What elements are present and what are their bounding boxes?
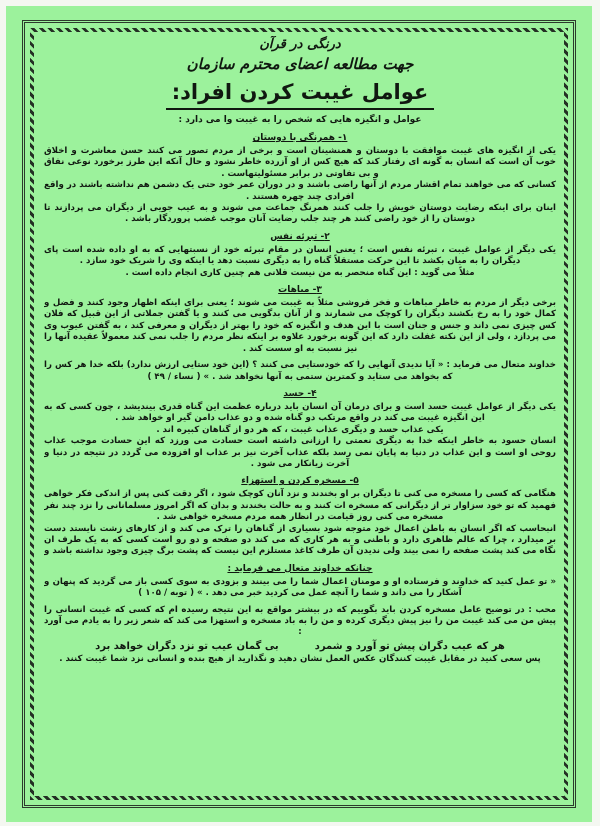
section-6 [44,563,556,665]
paragraph: برخی دیگر از مردم به خاطر مباهات و فخر فروشی مثلاً به غیبت می شوند ؛ یعنی برای اینکه اظهار وجود کنند و فضل و کمال خود را به رخ بکشند دیگران را کوچک می شمارند و از آنان بدگویی می کنند و یا گفتن جملاتی از این قبیل که فلان کس چیزی نمی داند و جنس و جنان است با این هدف و انگیزه که خود را بهتر از دیگران و معرفی کند ، به گفتن عیوب وی می پردازد ، ولی از این نکته غفلت دارد که این گونه برخورد علاوه بر اینکه نظر مردم را جلب نمی کند معمولاً عقیده آنها را نیز نسبت به او سست کند . [44,298,556,354]
intro-text: عوامل و انگیزه هایی که شخص را به غیبت وا می دارد : [178,115,422,125]
section-4 [44,388,556,470]
poem-hemistich-1: هر که عیب دگران پیش تو آورد و شمرد [314,640,505,652]
paragraph: یکی از انگیزه های غیبت موافقت با دوستان و همنشینان است و برخی از مردم تصور می کنند حسن معاشرت و اخلاق خوب آن است که انسان به گونه ای رفتار کند که هیچ کس از او آزرده خاطر نشود و حال آنکه این طرز برخورد نوعی نفاق و بی تفاوتی در برابر مسئولیتهاست . [44,146,556,179]
paper-sheet [6,6,592,822]
page-title: عوامل غیبت کردن افراد: [166,78,434,110]
paragraph: محب : در توضیح عامل مسخره کردن باید بگوییم که در بیشتر مواقع به این نتیجه رسیده ام که کسی که غیبت انسانی را پیش من می کند غیبت من را نیز پیش دیگری کرده و من را به باد مسخره و استهزا می کند که شعر زیر را به یادم می آورد : [44,604,556,638]
paragraph: یکی دیگر از عوامل غیبت ، تبرئه نفس است ؛ یعنی انسان در مقام تبرئه خود از نسبتهایی که به او داده شده است پای دیگران را به میان بکشد تا این حرکت مستقلاً گناه را به دیگری نسبت دهد یا اینکه وی را شریک خود سازد . [44,244,556,267]
document-body [44,36,556,806]
section-title: ۴- حسد [283,388,317,399]
section-3 [44,284,556,383]
poem-verse [44,640,556,653]
quran-quote: « تو عمل کنید که خداوند و فرستاده او و مومنان اعمال شما را می بینند و بزودی به سوی کسی باز می گردید که پنهان و آشکار را می داند و شما را آنچه عمل می کردید خبر می دهد . » ( توبه / ۱۰۵ ) [44,576,556,599]
section-2 [44,231,556,279]
poem-hemistich-2: بی گمان عیب تو نزد دگران خواهد برد [95,640,279,652]
section-title: ۲- تبرئه نفس [270,231,330,242]
section-1 [44,132,556,226]
paragraph: یکی عذاب حسد و دیگری عذاب غیبت ، که هر دو از گناهان کبیره اند . [156,424,444,435]
paragraph: انبحاسب که اگر انسان به باطن اعمال خود متوجه شود بسیاری از گناهان را ترک می کند و از کارهای زشت نایستد دست بر میدارد ، چرا که عالم ظاهری دارد و باطنی و به هر کاری که می کند دو صفحه و دو رو است کسی که به یک طرف ان نگاه می کند پشت صفحه را نمی بیند ولی ندیدن آن طرف کاغذ مستلزم این نیست که پشت برگ چیزی وجود نداشته باشد و [44,523,556,557]
paragraph: یکی دیگر از عوامل غیبت حسد است و برای درمان آن انسان باید درباره عظمت این گناه قدری بیندیشد ، چون کسی که به این انگیزه غیبت می کند در واقع مرتکب دو گناه شده و دو عذاب دامن گیر او خواهد شد . [44,401,556,424]
closing-paragraph: پس سعی کنید در مقابل غیبت کنندگان عکس العمل نشان دهید و نگذارید از هیچ بنده و انسانی نزد شما غیبت کنند . [59,653,541,664]
quran-quote: خداوند متعال می فرماید : « آیا ندیدی آنهایی را که خودستایی می کنند ؟ (این خود ستایی ارزش ندارد) بلکه خدا هر کس را که بخواهد می ستاید و کمترین ستمی به آنها نخواهد شد . » ( نساء / ۴۹ ) [44,360,556,382]
paragraph: کسانی که می خواهند تمام اقشار مردم از آنها راضی باشند و در دوران عمر خود حتی یک دشمن هم نداشته باشند در واقع افرادی چند چهره هستند . [44,180,556,202]
section-title: چنانکه خداوند متعال می فرماید : [227,563,373,574]
paragraph: انسان حسود به خاطر اینکه خدا به دیگری نعمتی را ارزانی داشته است حسادت می ورزد که این حسادت موجب عذاب روحی او است و این عذاب در دنیا به پایان نمی رسد بلکه عذاب آخرت نیز بر عذاب او افزوده می گردد در نتیجه در دنیا و آخرت زیانکار می شود . [44,436,556,469]
section-title: ۵- مسخره کردن و استهزاء [241,476,359,487]
header-line-1: درنگی در قرآن [259,37,341,52]
header-line-2: جهت مطالعه اعضای محترم سازمان [186,55,414,73]
section-title: ۳- مباهات [278,285,322,296]
section-5 [44,475,556,557]
paragraph: مثلاً می گوید : این گناه منحصر به من نیست فلانی هم چنین کاری انجام داده است . [125,267,475,278]
paragraph: اینان برای اینکه رضایت دوستان خویش را جلب کنند همرنگ جماعت می شوند و به عیب جویی از دیگران می پردازند تا دوستان را از خود راضی کنند هر چند جلب رضایت آنان موجب غضب پروردگار باشد . [44,203,556,225]
paragraph: هنگامی که کسی را مسخره می کنی تا دیگران بر او بخندند و نزد آنان کوچک شود ، اگر دقت کنی پس از اندکی فکر خواهی فهمید که تو خود سزاوار تر از دیگرانی که مسخره ات کنند و به حالت بخندند و بدان که اگر امروز مسلمانانی را نزد چند نفر مسخره می کنی روز قیامت در انظار همه مردم مسخره خواهی شد . [44,489,556,523]
section-title: ۱- همرنگی با دوستان [252,133,348,143]
